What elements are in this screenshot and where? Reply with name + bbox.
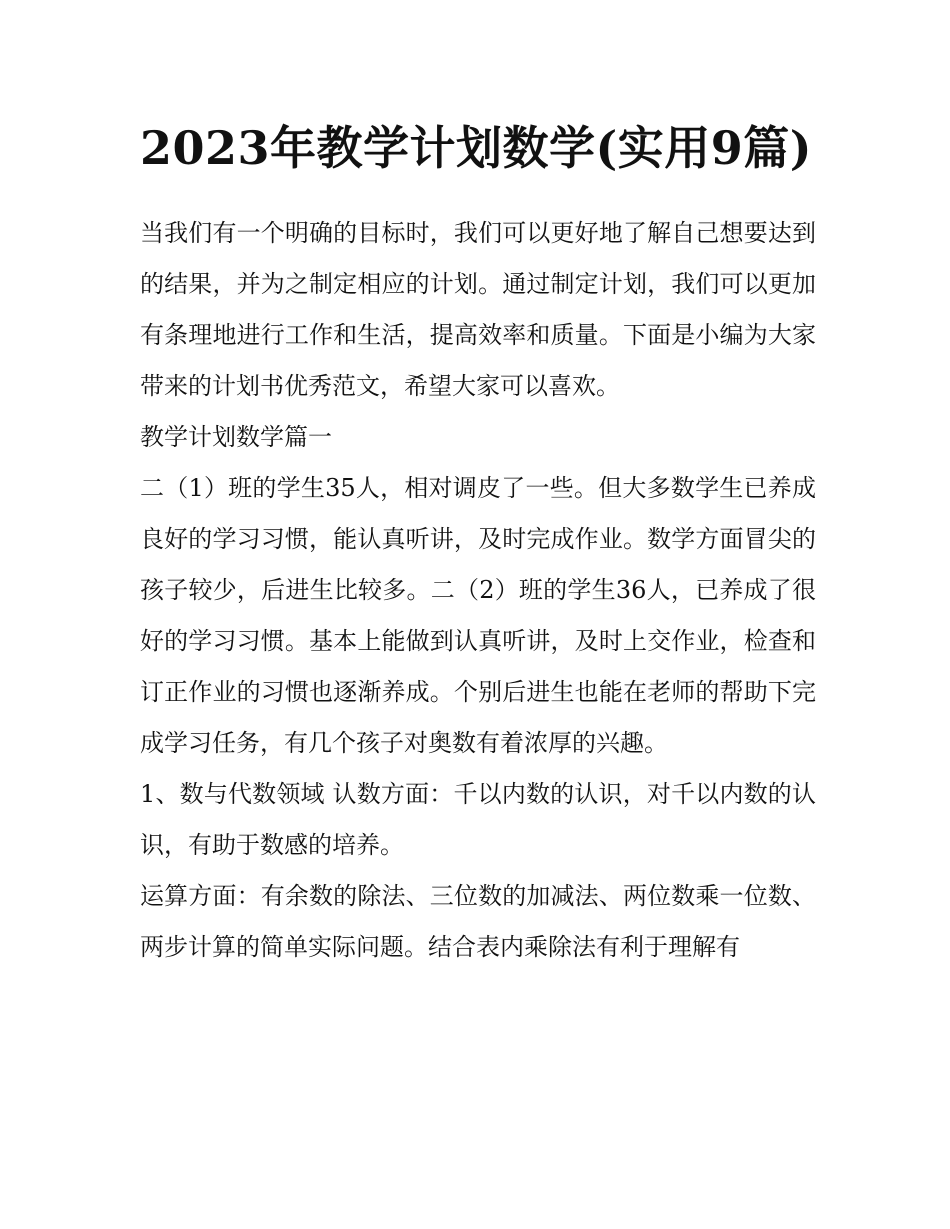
document-title: 2023年教学计划数学(实用9篇) <box>140 121 813 175</box>
document-body <box>140 208 816 973</box>
document-page <box>140 112 816 973</box>
section-heading: 教学计划数学篇一 <box>140 423 332 451</box>
operations-paragraph: 运算方面：有余数的除法、三位数的加减法、两位数乘一位数、两步计算的简单实际问题。结合表内乘除法有利于理解有 <box>140 882 816 961</box>
number-algebra-paragraph: 1、数与代数领域 认数方面：千以内数的认识，对千以内数的认识，有助于数感的培养。 <box>140 780 816 859</box>
class-situation-paragraph: 二（1）班的学生35人，相对调皮了一些。但大多数学生已养成良好的学习习惯，能认真听讲，及时完成作业。数学方面冒尖的孩子较少，后进生比较多。二（2）班的学生36人，已养成了很好的学习习惯。基本上能做到认真听讲，及时上交作业，检查和订正作业的习惯也逐渐养成。个别后进生也能在老师的帮助下完成学习任务，有几个孩子对奥数有着浓厚的兴趣。 <box>140 474 816 757</box>
intro-paragraph: 当我们有一个明确的目标时，我们可以更好地了解自己想要达到的结果，并为之制定相应的计划。通过制定计划，我们可以更加有条理地进行工作和生活，提高效率和质量。下面是小编为大家带来的计划书优秀范文，希望大家可以喜欢。 <box>140 219 816 400</box>
